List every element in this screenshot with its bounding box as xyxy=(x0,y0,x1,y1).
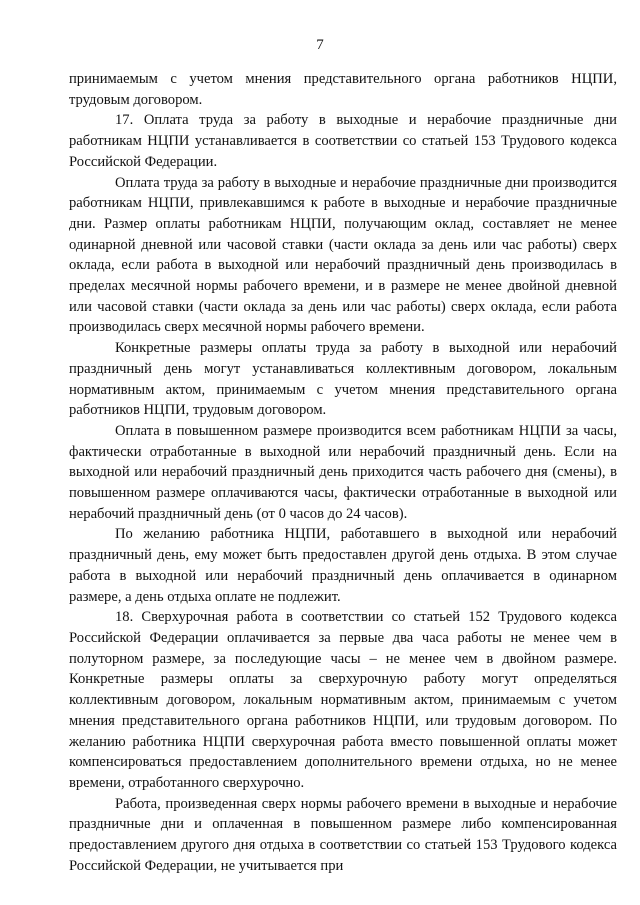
paragraph-increased-pay: Оплата в повышенном размере производится всем работникам НЦПИ за часы, фактически отработанные в выходной или нерабочий праздничный день. Если на выходной или нерабочий праздничный день приходится часть рабочего дня (смены), в повышенном размере оплачиваются часы, фактически отработанные в выходной или нерабочий праздничный день (от 0 часов до 24 часов). xyxy=(69,422,617,522)
paragraph-continuation: принимаемым с учетом мнения представительного органа работников НЦПИ, трудовым договором. xyxy=(69,71,617,108)
paragraph-item-17: 17. Оплата труда за работу в выходные и нерабочие праздничные дни работникам НЦПИ устанавливается в соответствии со статьей 153 Трудового кодекса Российской Федерации. xyxy=(69,112,617,170)
paragraph-day-off: По желанию работника НЦПИ, работавшего в выходной или нерабочий праздничный день, ему может быть предоставлен другой день отдыха. В этом случае работа в выходной или нерабочий праздничный день оплачивается в одинарном размере, а день отдыха оплате не подлежит. xyxy=(69,526,617,605)
paragraph-item-18: 18. Сверхурочная работа в соответствии со статьей 152 Трудового кодекса Российской Федерации оплачивается за первые два часа работы не менее чем в полуторном размере, за последующие часы – не менее чем в двойном размере. Конкретные размеры оплаты за сверхурочную работу могут определяться коллективным договором, локальным нормативным актом, принимаемым с учетом мнения представительного органа работников НЦПИ, или трудовым договором. По желанию работника НЦПИ сверхурочная работа вместо повышенной оплаты может компенсироваться предоставлением дополнительного времени отдыха, но не менее времени, отработанного сверхурочно. xyxy=(69,609,617,791)
page-body xyxy=(69,69,617,876)
paragraph-overtime-norm: Работа, произведенная сверх нормы рабочего времени в выходные и нерабочие праздничные дни и оплаченная в повышенном размере либо компенсированная предоставлением другого дня отдыха в соответствии со статьей 153 Трудового кодекса Российской Федерации, не учитывается при xyxy=(69,795,617,874)
paragraph-specific-rates: Конкретные размеры оплаты труда за работу в выходной или нерабочий праздничный день могут устанавливаться коллективным договором, локальным нормативным актом, принимаемым с учетом мнения представительного органа работников НЦПИ, трудовым договором. xyxy=(69,340,617,419)
page-number: 7 xyxy=(316,37,324,53)
paragraph-holiday-pay: Оплата труда за работу в выходные и нерабочие праздничные дни производится работникам НЦПИ, привлекавшимся к работе в выходные и нерабочие праздничные дни. Размер оплаты работникам НЦПИ, получающим оклад, составляет не менее одинарной дневной или часовой ставки (части оклада за день или час работы) сверх оклада, если работа в выходной или нерабочий праздничный день производилась в пределах месячной нормы рабочего времени, и в размере не менее двойной дневной или часовой ставки (части оклада за день или час работы) сверх оклада, если работа производилась сверх месячной нормы рабочего времени. xyxy=(69,174,617,336)
